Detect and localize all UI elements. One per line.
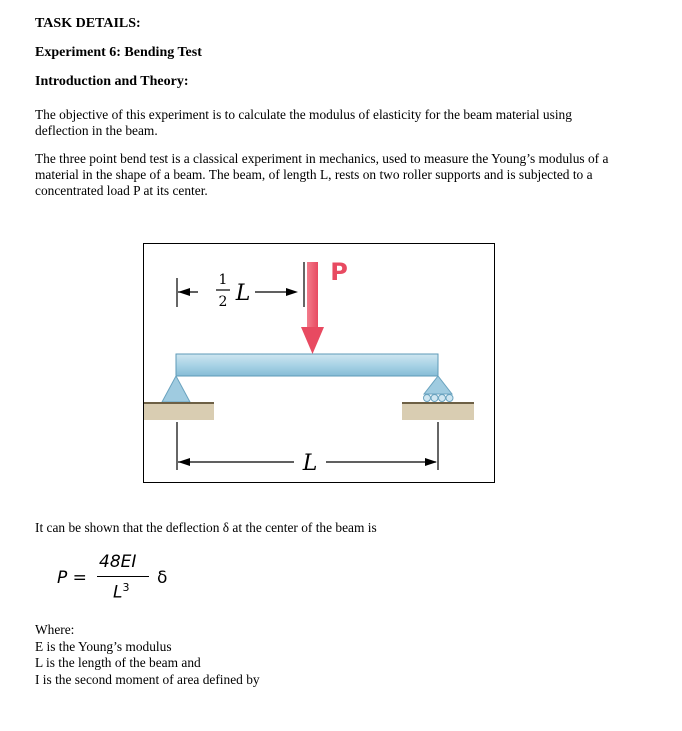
three-point-paragraph: The three point bend test is a classical experiment in mechanics, used to measure the Young’s modulus of a material in the shape of a beam. The beam, of length L, rests on two roller supports and is subjected to a concentrated load P at its center.: [35, 151, 609, 198]
equation-fraction-bar: [97, 576, 149, 577]
right-ground: [402, 402, 474, 420]
deflection-equation: [57, 548, 257, 608]
equation-delta: δ: [157, 568, 168, 588]
equation-denominator: $L^3$: [113, 581, 130, 603]
where-title: Where:: [35, 622, 75, 637]
half-length-label: L: [235, 281, 251, 306]
load-arrow-head: [301, 327, 324, 354]
where-block: [35, 622, 260, 688]
left-pin-support: [162, 376, 190, 402]
equation-exponent: 3: [122, 581, 130, 594]
beam-diagram: [143, 243, 495, 483]
equation-numerator: 48EI: [99, 552, 137, 572]
where-line: E is the Young’s modulus: [35, 638, 172, 654]
half-numerator: 1: [218, 272, 228, 288]
task-details-heading: TASK DETAILS:: [35, 16, 141, 31]
objective-paragraph: The objective of this experiment is to calculate the modulus of elasticity for the beam material using deflection in the beam.: [35, 107, 572, 138]
where-line: I is the second moment of area defined by: [35, 671, 260, 687]
load-label: P: [330, 258, 348, 286]
where-line: L is the length of the beam and: [35, 655, 201, 670]
left-ground: [144, 402, 214, 420]
load-arrow-shaft: [307, 262, 318, 327]
deflection-paragraph: It can be shown that the deflection δ at the center of the beam is: [35, 520, 377, 535]
equation-lhs: P =: [57, 568, 87, 588]
span-length-label: L: [302, 451, 318, 476]
right-roller-support: [424, 376, 452, 394]
intro-heading: Introduction and Theory:: [35, 74, 189, 89]
half-denominator: 2: [218, 294, 228, 310]
experiment-title: Experiment 6: Bending Test: [35, 45, 202, 60]
beam: [176, 354, 438, 376]
